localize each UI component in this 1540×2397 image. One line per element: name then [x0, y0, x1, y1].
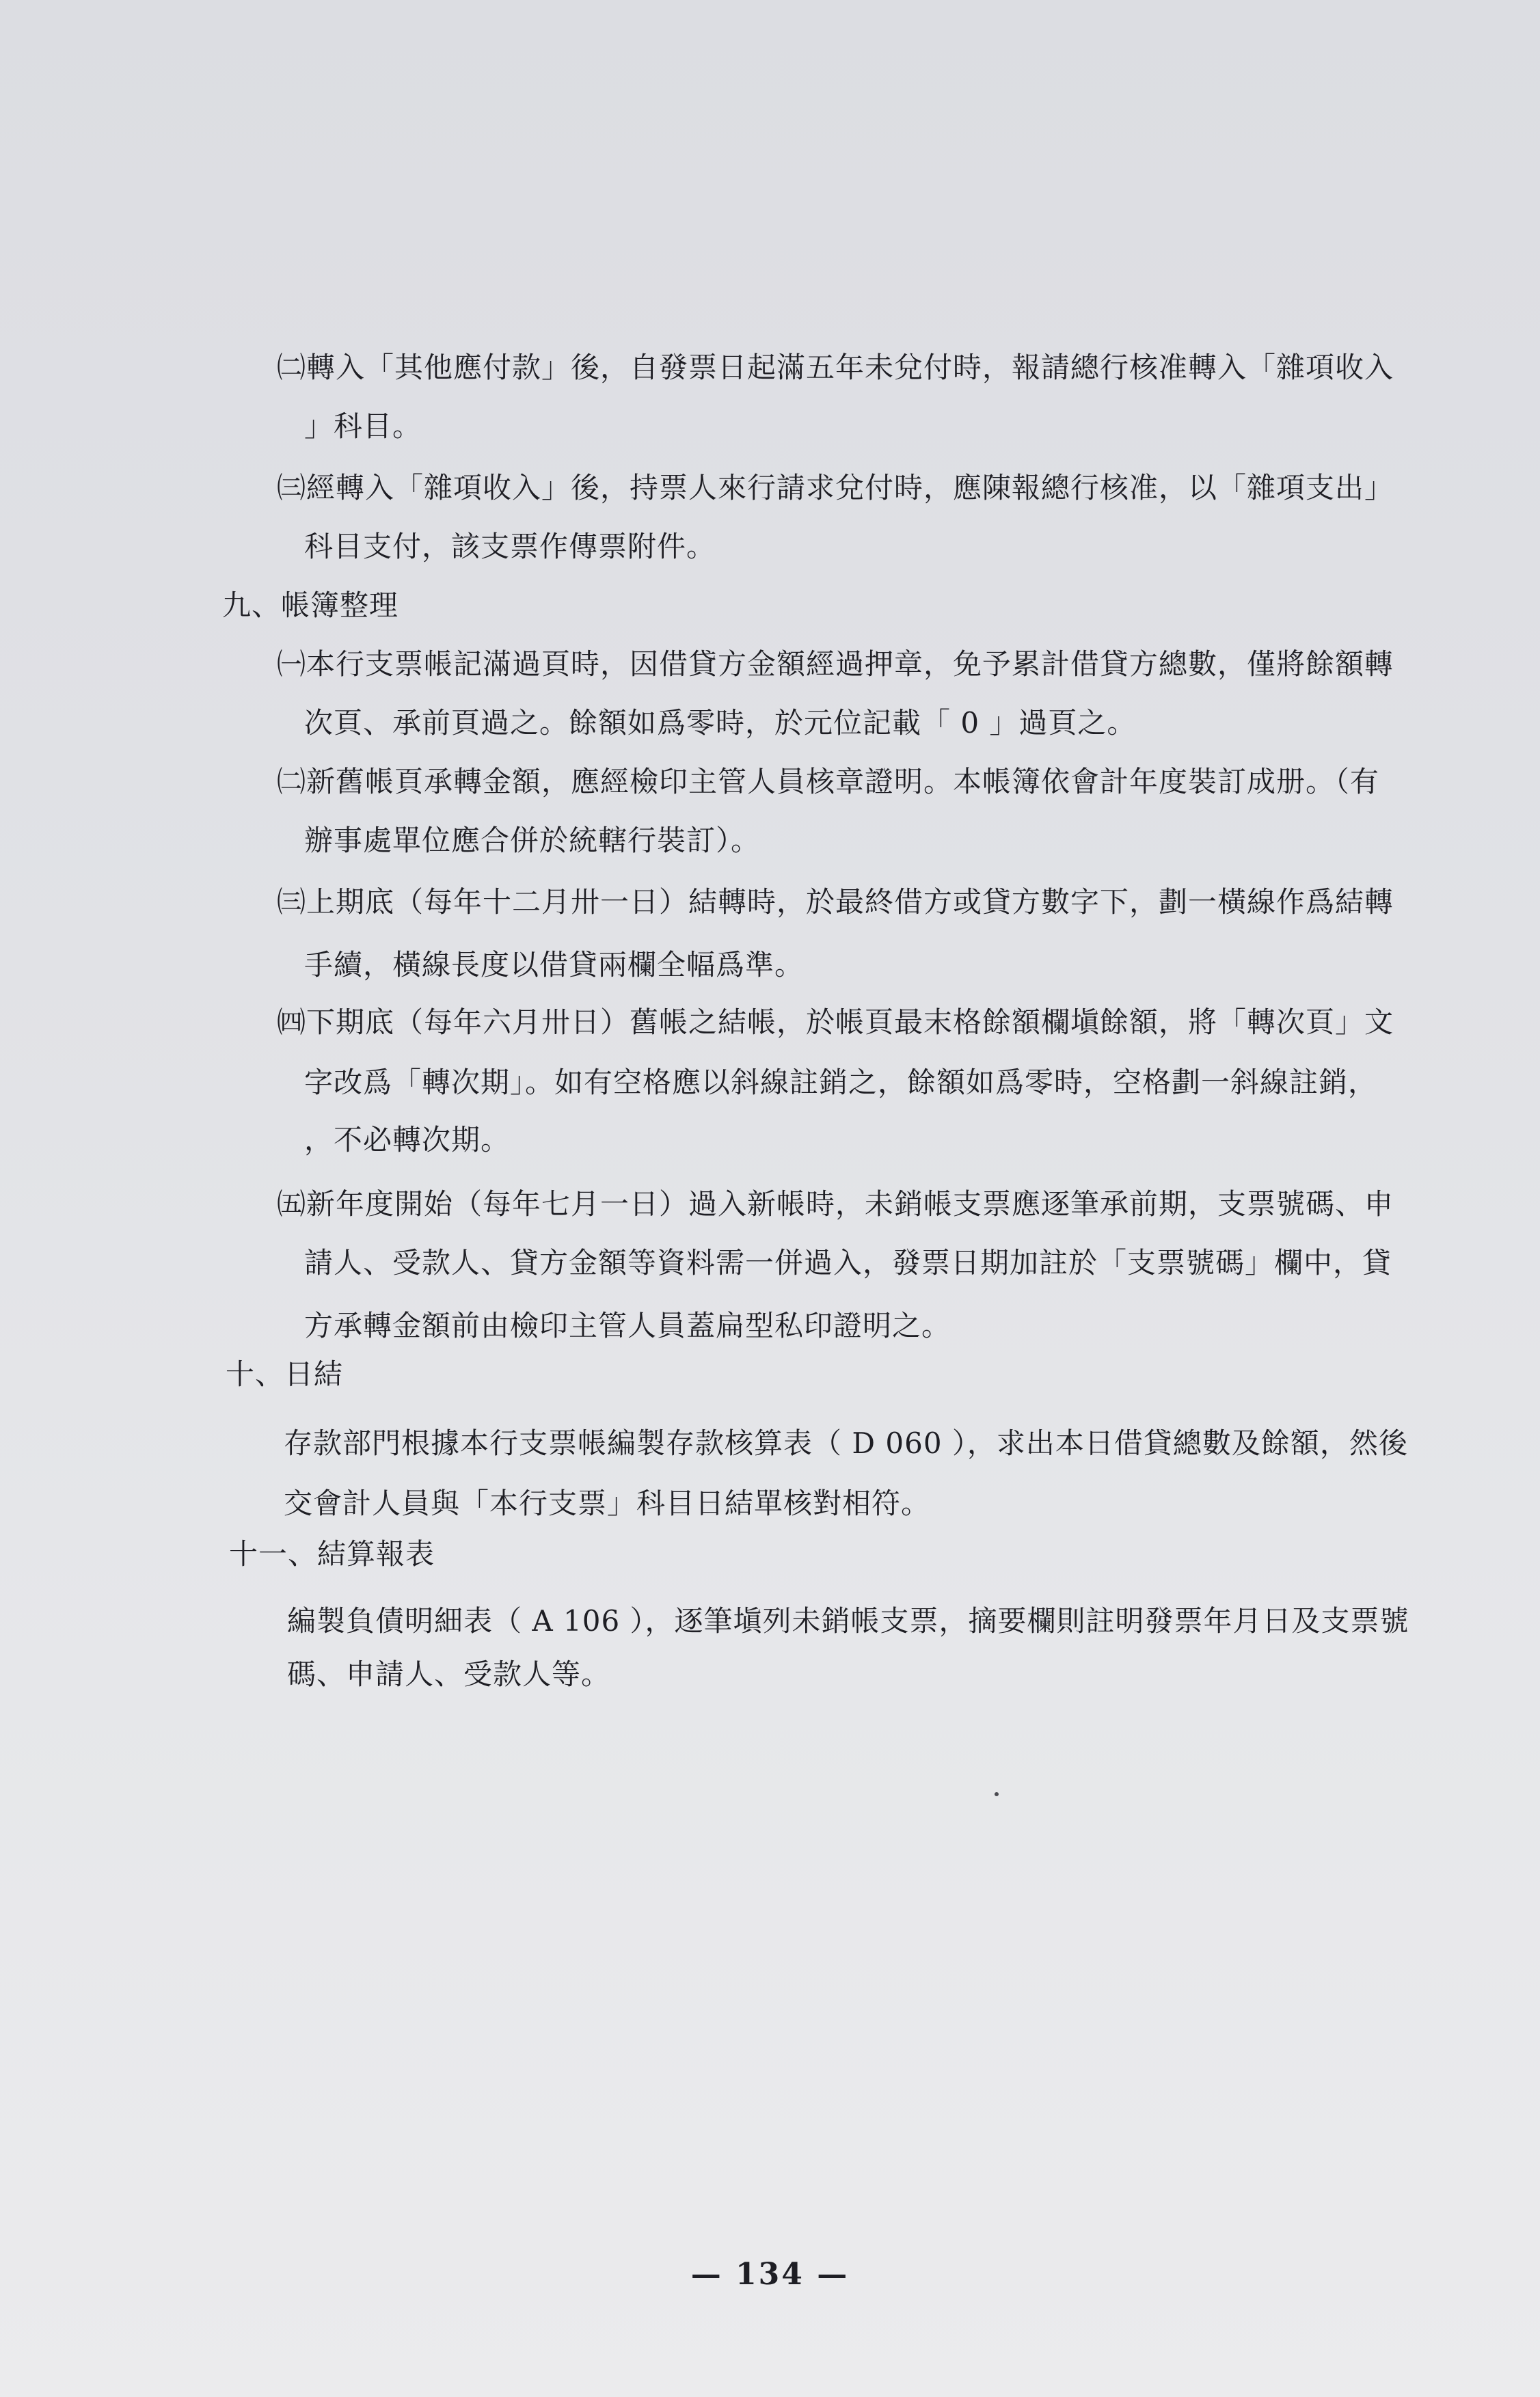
section-11-body-line-2: 碼、申請人、受款人等。 [287, 1657, 611, 1691]
section-10-body-line-2: 交會計人員與「本行支票」科目日結單核對相符。 [284, 1487, 931, 1520]
clause-2-line-2: 」科目。 [304, 409, 422, 443]
section-9-item-5-line-1: ㈤新年度開始（每年七月一日）過入新帳時，未銷帳支票應逐筆承前期，支票號碼、申 [277, 1187, 1394, 1221]
section-10-heading: 十、日結 [226, 1357, 344, 1391]
section-9-item-2-line-1: ㈡新舊帳頁承轉金額，應經檢印主管人員核章證明。本帳簿依會計年度裝訂成册。（有 [277, 765, 1380, 798]
section-9-item-4-line-2: 字改爲「轉次期」。如有空格應以斜線註銷之，餘額如爲零時，空格劃一斜線註銷， [304, 1066, 1378, 1099]
section-9-item-4-line-3: ，不必轉次期。 [304, 1123, 511, 1156]
section-10-body-line-1: 存款部門根據本行支票帳編製存款核算表（ D 060 ），求出本日借貸總數及餘額，然後 [284, 1426, 1408, 1460]
section-9-item-1-line-2: 次頁、承前頁過之。餘額如爲零時，於元位記載「 0 」過頁之。 [304, 706, 1137, 740]
section-9-item-1-line-1: ㈠本行支票帳記滿過頁時，因借貸方金額經過押章，免予累計借貸方總數，僅將餘額轉 [277, 647, 1394, 681]
section-9-item-5-line-2: 請人、受款人、貸方金額等資料需一併過入，發票日期加註於「支票號碼」欄中，貸 [304, 1246, 1392, 1279]
section-11-heading: 十一、結算報表 [229, 1537, 435, 1571]
section-9-heading: 九、帳簿整理 [222, 588, 399, 622]
clause-2-line-1: ㈡轉入「其他應付款」後，自發票日起滿五年未兌付時，報請總行核准轉入「雜項收入 [277, 351, 1394, 384]
section-9-item-3-line-1: ㈢上期底（每年十二月卅一日）結轉時，於最終借方或貸方數字下，劃一橫線作爲結轉 [277, 885, 1394, 919]
print-speck [995, 1792, 999, 1796]
section-9-item-3-line-2: 手續，橫線長度以借貸兩欄全幅爲準。 [304, 948, 805, 981]
section-9-item-5-line-3: 方承轉金額前由檢印主管人員蓋扁型私印證明之。 [304, 1309, 951, 1342]
clause-3-line-2: 科目支付，該支票作傳票附件。 [304, 530, 716, 563]
clause-3-line-1: ㈢經轉入「雜項收入」後，持票人來行請求兌付時，應陳報總行核准，以「雜項支出」 [277, 471, 1394, 504]
page-number: — 134 — [690, 2257, 850, 2292]
section-9-item-2-line-2: 辦事處單位應合併於統轄行裝訂）。 [304, 824, 761, 857]
section-11-body-line-1: 編製負債明細表（ A 106 ），逐筆塡列未銷帳支票，摘要欄則註明發票年月日及支票號 [287, 1604, 1409, 1638]
section-9-item-4-line-1: ㈣下期底（每年六月卅日）舊帳之結帳，於帳頁最末格餘額欄塡餘額，將「轉次頁」文 [277, 1005, 1394, 1039]
